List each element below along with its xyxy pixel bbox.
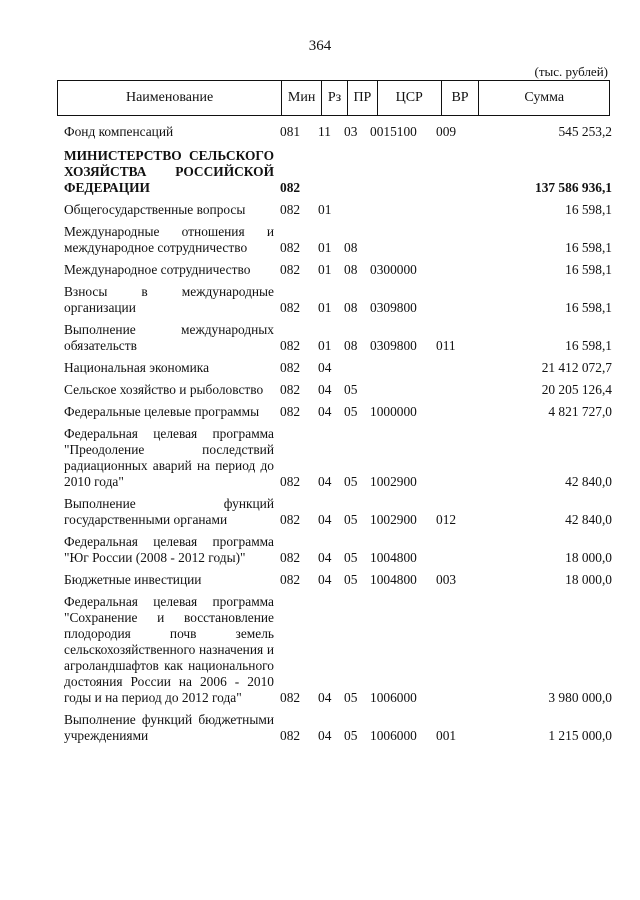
row-name: Федеральная целевая программа "Сохранение и восстановление плодородия почв земель сельскохозяйственного назначения и агроландшафтов как национального достояния России на 2006 - 2010 годы и на период до 2012 года" — [64, 594, 274, 705]
table-row — [64, 382, 612, 398]
row-csr: 0309800 — [370, 300, 417, 315]
table-row — [64, 124, 612, 140]
row-sum: 16 598,1 — [565, 338, 612, 353]
row-min: 082 — [280, 202, 301, 217]
row-name: Фонд компенсаций — [64, 124, 174, 139]
table-row — [64, 284, 612, 316]
row-rz: 04 — [318, 550, 332, 565]
header-sum: Сумма — [478, 81, 609, 115]
row-rz: 04 — [318, 474, 332, 489]
row-vr: 009 — [436, 124, 457, 139]
row-pr: 05 — [344, 382, 358, 397]
table-row — [64, 404, 612, 420]
row-name: Международное сотрудничество — [64, 262, 251, 277]
row-min: 082 — [280, 572, 301, 587]
header-pr: ПР — [347, 81, 377, 115]
table-row — [64, 322, 612, 354]
row-name: Бюджетные инвестиции — [64, 572, 202, 587]
row-min: 082 — [280, 550, 301, 565]
row-min: 082 — [280, 300, 301, 315]
table-row — [64, 534, 612, 566]
row-pr: 08 — [344, 300, 358, 315]
row-csr: 1002900 — [370, 474, 417, 489]
table-row — [64, 572, 612, 588]
row-sum: 16 598,1 — [565, 240, 612, 255]
row-min: 082 — [280, 338, 301, 353]
table-row — [64, 202, 612, 218]
row-name: Федеральная целевая программа "Преодоление последствий радиационных аварий на период до 2010 года" — [64, 426, 274, 489]
table-row — [64, 712, 612, 744]
row-min: 082 — [280, 690, 301, 705]
row-pr: 08 — [344, 262, 358, 277]
row-name: Национальная экономика — [64, 360, 210, 375]
row-sum: 42 840,0 — [565, 512, 612, 527]
row-rz: 04 — [318, 572, 332, 587]
header-name: Наименование — [125, 90, 214, 105]
row-sum: 3 980 000,0 — [548, 690, 612, 705]
row-rz: 01 — [318, 300, 332, 315]
row-pr: 03 — [344, 124, 358, 139]
page-number: 364 — [308, 38, 332, 54]
row-sum: 16 598,1 — [565, 202, 612, 217]
row-rz: 04 — [318, 382, 332, 397]
row-vr: 011 — [436, 338, 456, 353]
row-pr: 05 — [344, 474, 358, 489]
row-pr: 05 — [344, 572, 358, 587]
header-rz: Рз — [321, 81, 347, 115]
table-header — [57, 80, 610, 116]
row-rz: 04 — [318, 728, 332, 743]
row-rz: 01 — [318, 338, 332, 353]
row-name: Федеральная целевая программа "Юг России (2008 - 2012 годы)" — [64, 534, 274, 565]
row-sum: 16 598,1 — [565, 300, 612, 315]
table-row — [64, 224, 612, 256]
row-name: Общегосударственные вопросы — [64, 202, 246, 217]
table-row — [64, 426, 612, 490]
row-csr: 1004800 — [370, 572, 417, 587]
row-sum: 4 821 727,0 — [548, 404, 612, 419]
row-sum: 16 598,1 — [565, 262, 612, 277]
row-vr: 012 — [436, 512, 457, 527]
row-rz: 04 — [318, 512, 332, 527]
row-min: 082 — [280, 180, 301, 195]
row-name: Выполнение функций государственными органами — [64, 496, 274, 527]
row-min: 081 — [280, 124, 301, 139]
row-vr: 003 — [436, 572, 457, 587]
row-min: 082 — [280, 474, 301, 489]
row-sum: 20 205 126,4 — [541, 382, 612, 397]
row-csr: 1006000 — [370, 728, 417, 743]
header-min: Мин — [281, 81, 321, 115]
row-sum: 545 253,2 — [558, 124, 612, 139]
row-rz: 11 — [318, 124, 331, 139]
row-pr: 05 — [344, 404, 358, 419]
row-min: 082 — [280, 240, 301, 255]
row-rz: 01 — [318, 240, 332, 255]
header-vr: ВР — [441, 81, 479, 115]
row-name: МИНИСТЕРСТВО СЕЛЬСКОГО ХОЗЯЙСТВА РОССИЙСКОЙ ФЕДЕРАЦИИ — [64, 148, 274, 195]
row-min: 082 — [280, 512, 301, 527]
row-name: Выполнение функций бюджетными учреждениями — [64, 712, 274, 743]
row-min: 082 — [280, 382, 301, 397]
header-csr: ЦСР — [377, 81, 441, 115]
table-row — [64, 360, 612, 376]
table-row — [64, 496, 612, 528]
row-sum: 42 840,0 — [565, 474, 612, 489]
row-csr: 0300000 — [370, 262, 417, 277]
row-min: 082 — [280, 262, 301, 277]
row-pr: 08 — [344, 240, 358, 255]
table-body — [64, 124, 612, 750]
row-csr: 1002900 — [370, 512, 417, 527]
row-csr: 1000000 — [370, 404, 417, 419]
row-rz: 04 — [318, 690, 332, 705]
row-pr: 08 — [344, 338, 358, 353]
table-row — [64, 262, 612, 278]
row-rz: 01 — [318, 262, 332, 277]
units-note: (тыс. рублей) — [534, 64, 608, 79]
row-name: Взносы в международные организации — [64, 284, 274, 315]
row-csr: 0309800 — [370, 338, 417, 353]
row-name: Федеральные целевые программы — [64, 404, 260, 419]
row-pr: 05 — [344, 728, 358, 743]
row-pr: 05 — [344, 550, 358, 565]
row-pr: 05 — [344, 512, 358, 527]
row-rz: 04 — [318, 404, 332, 419]
row-csr: 1004800 — [370, 550, 417, 565]
row-rz: 01 — [318, 202, 332, 217]
row-csr: 0015100 — [370, 124, 417, 139]
table-row — [64, 594, 612, 706]
row-name: Международные отношения и международное сотрудничество — [64, 224, 274, 255]
row-min: 082 — [280, 728, 301, 743]
row-pr: 05 — [344, 690, 358, 705]
row-sum: 18 000,0 — [565, 572, 612, 587]
row-sum: 18 000,0 — [565, 550, 612, 565]
row-min: 082 — [280, 360, 301, 375]
row-min: 082 — [280, 404, 301, 419]
row-csr: 1006000 — [370, 690, 417, 705]
row-vr: 001 — [436, 728, 457, 743]
row-sum: 21 412 072,7 — [541, 360, 612, 375]
row-name: Сельское хозяйство и рыболовство — [64, 382, 264, 397]
row-name: Выполнение международных обязательств — [64, 322, 274, 353]
table-row-ministry — [64, 148, 612, 196]
row-sum: 1 215 000,0 — [548, 728, 612, 743]
row-rz: 04 — [318, 360, 332, 375]
row-sum: 137 586 936,1 — [535, 180, 612, 195]
